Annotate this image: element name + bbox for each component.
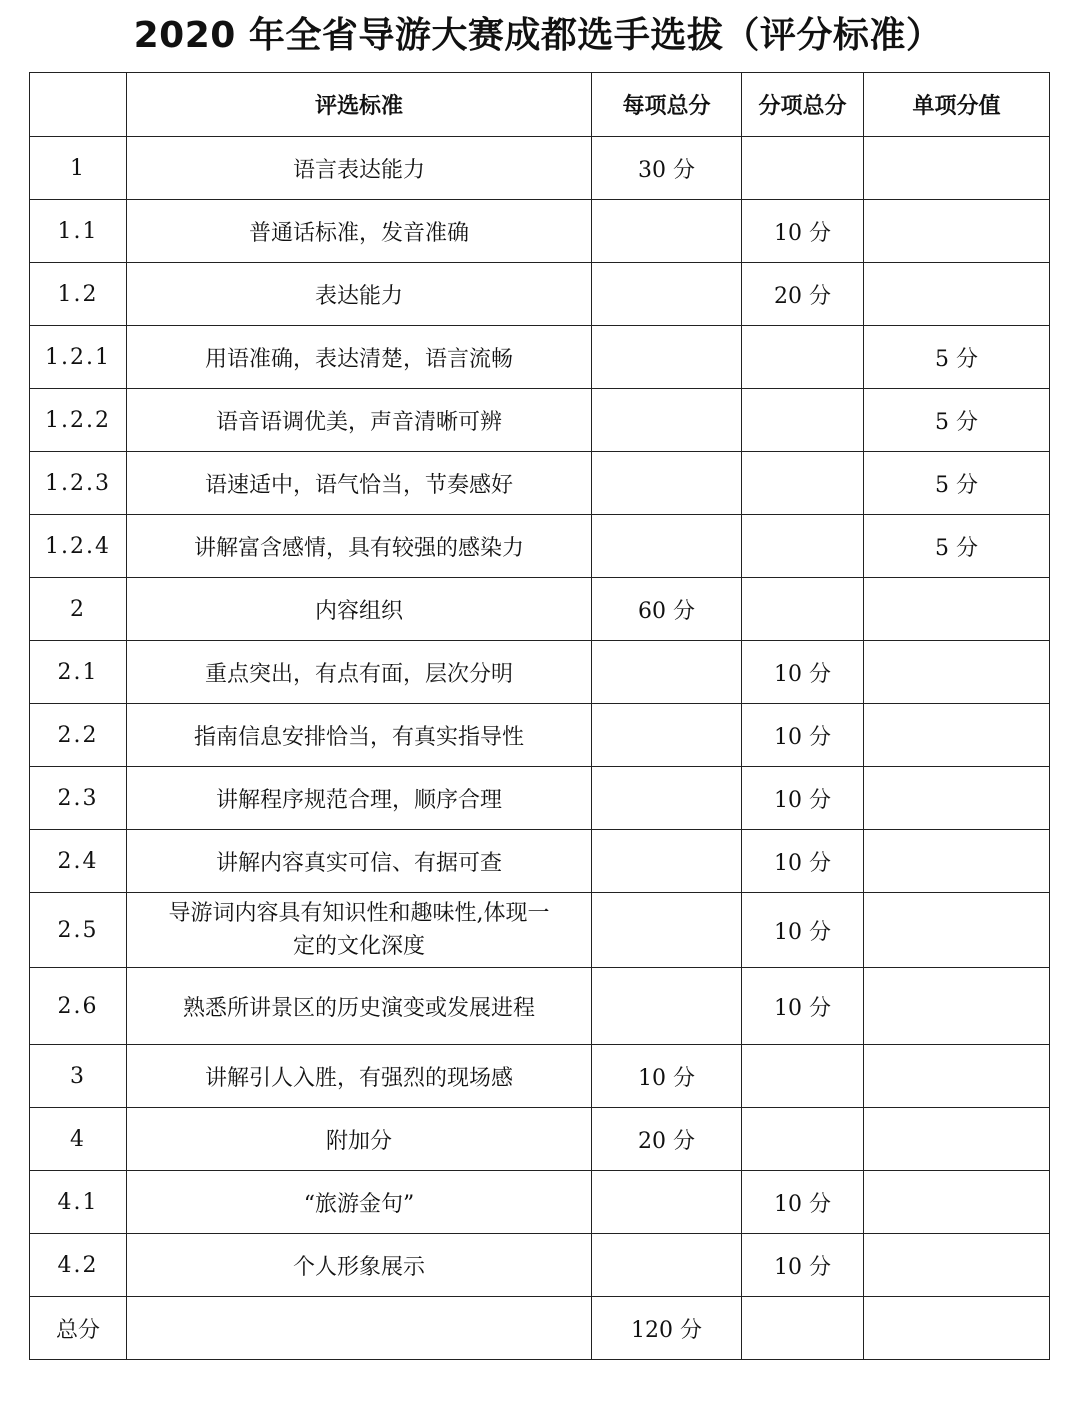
row-number: 4.2 xyxy=(30,1234,127,1297)
row-number: 2.2 xyxy=(30,704,127,767)
row-number: 1 xyxy=(30,137,127,200)
row-unit-value xyxy=(864,830,1050,893)
row-each-total xyxy=(592,452,742,515)
table-row xyxy=(30,767,1050,830)
row-number: 4.1 xyxy=(30,1171,127,1234)
table-row xyxy=(30,515,1050,578)
row-criteria: 讲解程序规范合理，顺序合理 xyxy=(127,767,592,830)
row-each-total xyxy=(592,641,742,704)
row-unit-value xyxy=(864,1171,1050,1234)
total-label: 总分 xyxy=(30,1297,127,1360)
row-sub-total xyxy=(742,515,864,578)
row-unit-value xyxy=(864,767,1050,830)
row-criteria: 讲解内容真实可信、有据可查 xyxy=(127,830,592,893)
row-number: 1.2 xyxy=(30,263,127,326)
row-each-total xyxy=(592,326,742,389)
row-each-total xyxy=(592,830,742,893)
total-unit-value xyxy=(864,1297,1050,1360)
table-row xyxy=(30,968,1050,1045)
row-unit-value xyxy=(864,641,1050,704)
table-row xyxy=(30,137,1050,200)
row-criteria: 讲解富含感情，具有较强的感染力 xyxy=(127,515,592,578)
row-criteria: 熟悉所讲景区的历史演变或发展进程 xyxy=(127,968,592,1045)
row-criteria-line: 导游词内容具有知识性和趣味性,体现一 xyxy=(168,901,550,926)
row-criteria: “旅游金句” xyxy=(127,1171,592,1234)
table-row xyxy=(30,263,1050,326)
row-each-total xyxy=(592,263,742,326)
row-each-total: 20 分 xyxy=(592,1108,742,1171)
row-number: 1.2.2 xyxy=(30,389,127,452)
row-number: 1.2.4 xyxy=(30,515,127,578)
row-criteria: 个人形象展示 xyxy=(127,1234,592,1297)
row-sub-total xyxy=(742,452,864,515)
row-number: 2.3 xyxy=(30,767,127,830)
row-each-total xyxy=(592,893,742,968)
row-unit-value xyxy=(864,704,1050,767)
row-each-total xyxy=(592,389,742,452)
table-row xyxy=(30,326,1050,389)
row-sub-total: 10 分 xyxy=(742,893,864,968)
row-number: 2 xyxy=(30,578,127,641)
row-criteria: 表达能力 xyxy=(127,263,592,326)
row-criteria: 语音语调优美，声音清晰可辨 xyxy=(127,389,592,452)
row-number: 3 xyxy=(30,1045,127,1108)
row-number: 2.5 xyxy=(30,893,127,968)
row-unit-value xyxy=(864,263,1050,326)
table-row xyxy=(30,830,1050,893)
row-unit-value xyxy=(864,137,1050,200)
table-header-row xyxy=(30,73,1050,137)
row-sub-total xyxy=(742,1045,864,1108)
table-row xyxy=(30,200,1050,263)
row-criteria: 用语准确，表达清楚，语言流畅 xyxy=(127,326,592,389)
table-row xyxy=(30,704,1050,767)
document-title: 2020 年全省导游大赛成都选手选拔（评分标准） xyxy=(133,15,943,56)
table-row xyxy=(30,389,1050,452)
row-sub-total xyxy=(742,326,864,389)
row-sub-total: 10 分 xyxy=(742,1234,864,1297)
row-each-total xyxy=(592,704,742,767)
table-row xyxy=(30,893,1050,968)
row-criteria: 语言表达能力 xyxy=(127,137,592,200)
header-no xyxy=(30,73,127,137)
row-criteria: 普通话标准，发音准确 xyxy=(127,200,592,263)
row-each-total: 30 分 xyxy=(592,137,742,200)
header-criteria: 评选标准 xyxy=(127,73,592,137)
row-each-total xyxy=(592,200,742,263)
row-sub-total: 10 分 xyxy=(742,200,864,263)
row-criteria: 指南信息安排恰当，有真实指导性 xyxy=(127,704,592,767)
row-sub-total: 10 分 xyxy=(742,704,864,767)
row-unit-value xyxy=(864,200,1050,263)
row-unit-value: 5 分 xyxy=(864,452,1050,515)
row-each-total xyxy=(592,1234,742,1297)
row-each-total xyxy=(592,515,742,578)
row-number: 1.1 xyxy=(30,200,127,263)
row-criteria: 重点突出，有点有面，层次分明 xyxy=(127,641,592,704)
total-row xyxy=(30,1297,1050,1360)
table-row xyxy=(30,1108,1050,1171)
table-row xyxy=(30,1045,1050,1108)
row-sub-total: 10 分 xyxy=(742,968,864,1045)
row-each-total xyxy=(592,968,742,1045)
row-criteria: 内容组织 xyxy=(127,578,592,641)
row-number: 1.2.3 xyxy=(30,452,127,515)
row-each-total: 60 分 xyxy=(592,578,742,641)
row-unit-value xyxy=(864,893,1050,968)
row-unit-value xyxy=(864,1234,1050,1297)
scoring-table xyxy=(29,72,1050,1360)
row-number: 4 xyxy=(30,1108,127,1171)
row-unit-value: 5 分 xyxy=(864,389,1050,452)
row-unit-value xyxy=(864,578,1050,641)
row-sub-total: 10 分 xyxy=(742,830,864,893)
row-number: 2.6 xyxy=(30,968,127,1045)
table-row xyxy=(30,578,1050,641)
total-sub-total xyxy=(742,1297,864,1360)
row-sub-total xyxy=(742,389,864,452)
row-number: 1.2.1 xyxy=(30,326,127,389)
row-sub-total: 20 分 xyxy=(742,263,864,326)
row-sub-total: 10 分 xyxy=(742,641,864,704)
row-criteria: 讲解引人入胜，有强烈的现场感 xyxy=(127,1045,592,1108)
row-number: 2.1 xyxy=(30,641,127,704)
row-number: 2.4 xyxy=(30,830,127,893)
row-criteria: 语速适中，语气恰当，节奏感好 xyxy=(127,452,592,515)
row-each-total xyxy=(592,1171,742,1234)
row-criteria: 附加分 xyxy=(127,1108,592,1171)
row-sub-total xyxy=(742,1108,864,1171)
row-sub-total xyxy=(742,578,864,641)
row-sub-total xyxy=(742,137,864,200)
row-criteria-line: 定的文化深度 xyxy=(292,934,425,959)
row-criteria xyxy=(127,893,592,968)
row-unit-value xyxy=(864,1045,1050,1108)
row-unit-value: 5 分 xyxy=(864,326,1050,389)
table-row xyxy=(30,452,1050,515)
header-unit-value: 单项分值 xyxy=(864,73,1050,137)
table-row xyxy=(30,1234,1050,1297)
row-sub-total: 10 分 xyxy=(742,1171,864,1234)
total-each-total: 120 分 xyxy=(592,1297,742,1360)
row-unit-value: 5 分 xyxy=(864,515,1050,578)
table-row xyxy=(30,641,1050,704)
row-sub-total: 10 分 xyxy=(742,767,864,830)
row-unit-value xyxy=(864,1108,1050,1171)
row-each-total xyxy=(592,767,742,830)
header-sub-total: 分项总分 xyxy=(742,73,864,137)
row-each-total: 10 分 xyxy=(592,1045,742,1108)
header-each-total: 每项总分 xyxy=(592,73,742,137)
table-row xyxy=(30,1171,1050,1234)
total-criteria xyxy=(127,1297,592,1360)
row-unit-value xyxy=(864,968,1050,1045)
